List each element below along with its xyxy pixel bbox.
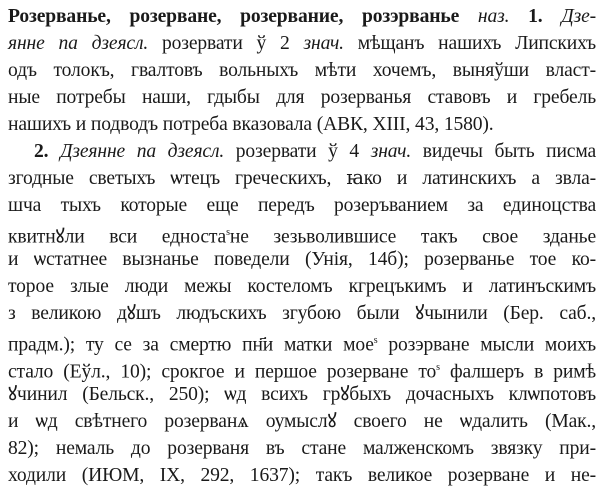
part-of-speech: наз.: [477, 6, 510, 27]
entry-line-14: [8, 354, 596, 381]
line-14-part-b: фалшеръ в римѣ: [450, 361, 596, 383]
entry-line-18: ходили (ИЮМ, IX, 292, 1637); такъ великое розерване и не-: [8, 465, 596, 486]
entry-line-1: [8, 3, 596, 30]
superscript-2: s: [373, 335, 378, 346]
entry-line-16: и ѡд свѣтнего розерванѧ оумыслꙋ своего не ѡдалить (Мак.,: [8, 411, 596, 432]
entry-line-11: торое злые люди межы костеломъ кгрецъкимъ и латинъскимъ: [8, 276, 596, 297]
sense-1-label-b: янне па дзеясл.: [8, 33, 149, 54]
headword: Розерванье, розерване, розервание, розэрванье: [8, 6, 460, 27]
line-9-part-b: не зезьволившисе такъ свое зданье: [229, 226, 596, 248]
sense-2-znach: знач.: [370, 141, 412, 162]
line-13-part-b: розэрване мысли моихъ: [388, 334, 596, 356]
sense-1-verb: розервати ў 2: [161, 33, 290, 54]
entry-line-3: одъ толокъ, гвалтовъ вольныхъ мѣти хочемъ, выняўши власт-: [8, 60, 596, 81]
sense-1-number: 1.: [528, 6, 543, 27]
entry-line-9: [8, 219, 596, 246]
entry-line-8: шча тыхъ которые еще передъ розеръванием за единоцства: [8, 195, 596, 216]
superscript-1: s: [226, 227, 230, 238]
line-9-part-a: квитнꙋли вси едноста: [8, 226, 227, 248]
entry-line-17: 82); немаль до розерваня въ стане малженскомъ звязку при-: [8, 438, 596, 459]
entry-line-13: [8, 327, 596, 354]
entry-line-10: и ѡстатнее вызнанье поведели (Унія, 14б); розерванье тое ко-: [8, 249, 596, 270]
sense-2-verb: розервати ў 4: [235, 141, 360, 162]
entry-line-4: ные потребы наши, гдыбы для розерванья ставовъ и гребель: [8, 87, 596, 108]
entry-line-12: з великою дꙋшъ людъскихъ згубою были ꙋчынили (Бер. саб.,: [8, 303, 596, 324]
sense-2-number: 2.: [34, 141, 49, 162]
entry-line-5: нашихъ и подводъ потреба вказовала (АВК, XIII, 43, 1580).: [8, 114, 494, 135]
sense-1-znach: знач.: [303, 33, 344, 54]
entry-line-15: ꙋчинил (Бельск., 250); ѡд всихъ грꙋбыхъ дочасныхъ клѡпотовъ: [8, 384, 596, 405]
line-14-part-a: стало (Еўл., 10); срокгое и першое розерване то: [8, 361, 437, 383]
sense-1-quote-start: мѣщанъ нашихъ Липскихъ: [357, 33, 597, 54]
sense-2-quote-start: видечы быть писма: [422, 141, 597, 162]
line-13-part-a: прадм.); ту се за смертю пн҃и матки мое: [8, 334, 374, 356]
sense-2-label: Дзеянне па дзеясл.: [60, 141, 225, 162]
entry-line-6: [34, 138, 596, 165]
superscript-3: s: [436, 362, 440, 373]
entry-line-7: згодные светыхъ ѡтецъ греческихъ, ꙗко и латинскихъ а звла-: [8, 168, 596, 189]
entry-line-2: [8, 30, 596, 57]
sense-1-label-a: Дзе-: [561, 6, 597, 27]
